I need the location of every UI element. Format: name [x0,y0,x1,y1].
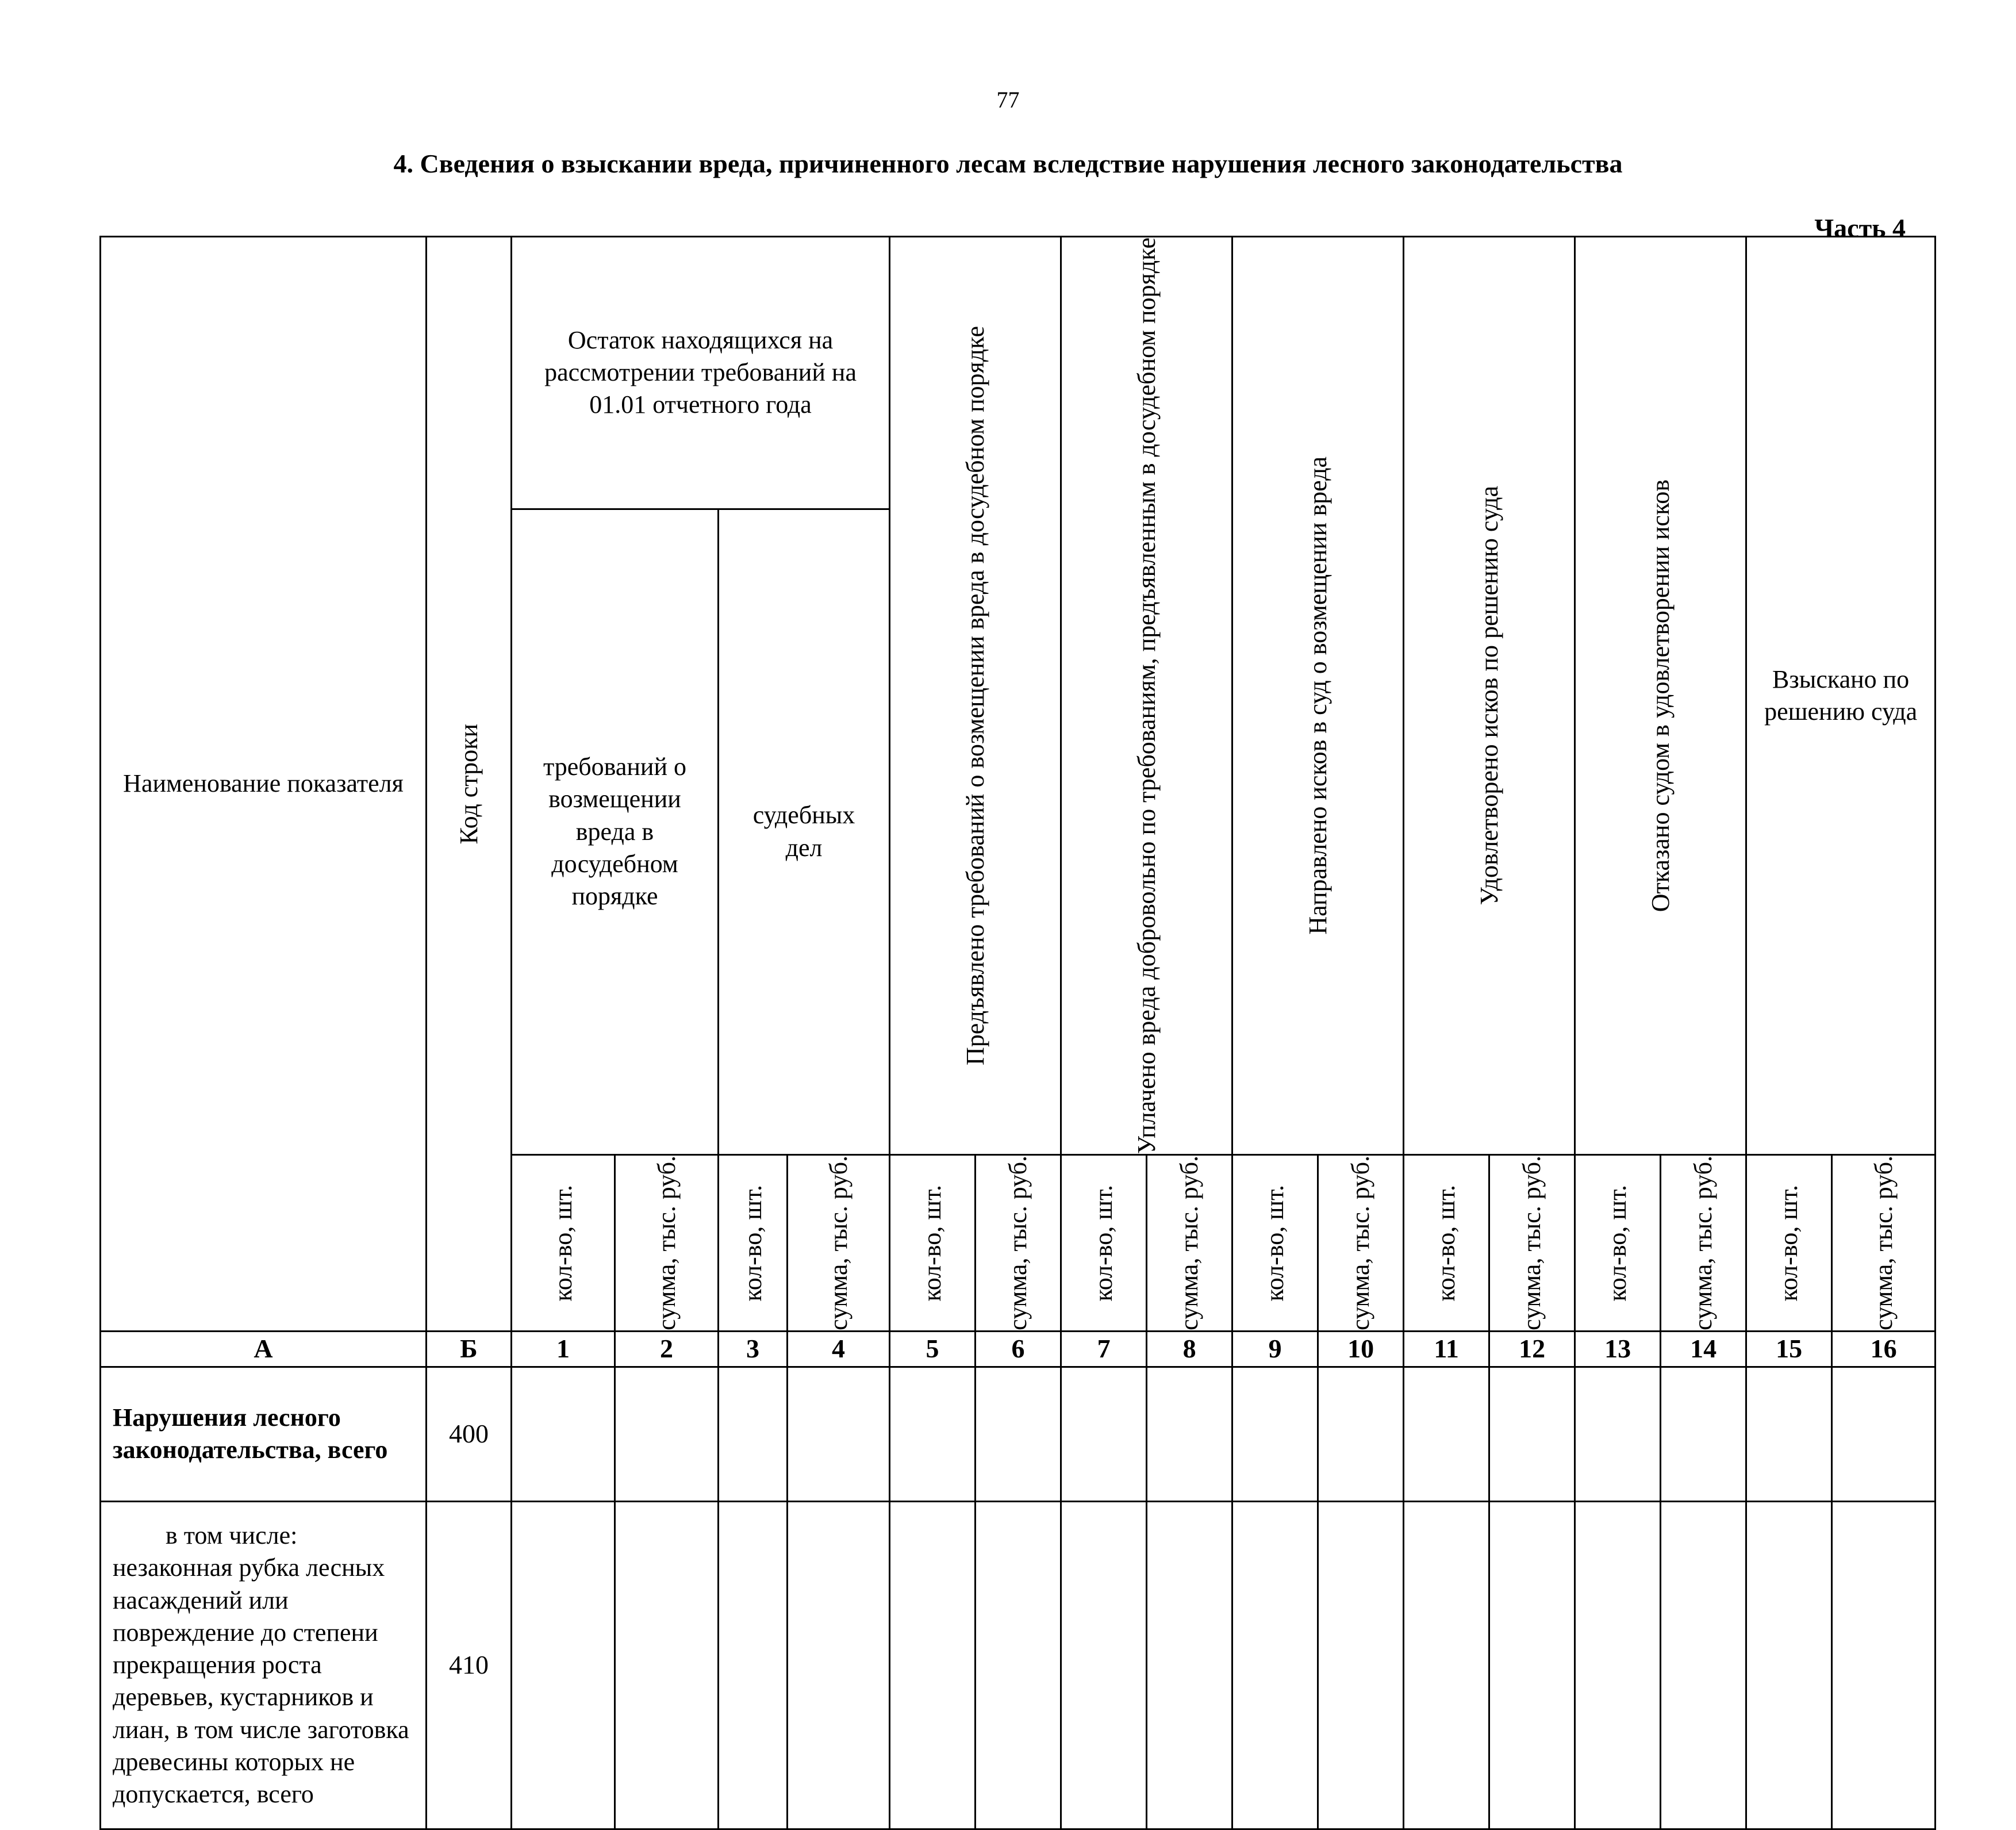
header-paid-voluntarily [1061,237,1232,1155]
section-title: 4. Сведения о взыскании вреда, причиненного лесам вследствие нарушения лесного законодательства [393,149,1623,178]
header-remainder-group: Остаток находящихся на рассмотрении требований на 01.01 отчетного года [512,237,890,509]
data-cell [1147,1367,1232,1501]
data-cell [615,1367,719,1501]
column-number: 16 [1832,1331,1936,1367]
column-number: Б [427,1331,512,1367]
column-number: 14 [1661,1331,1746,1367]
data-cell [1232,1501,1318,1829]
column-number: 3 [719,1331,788,1367]
header-qty-text: кол-во, шт. [1432,1184,1461,1302]
header-lawsuits-sent [1232,237,1404,1155]
column-number: 10 [1318,1331,1404,1367]
column-number: 5 [890,1331,976,1367]
header-sum-8 [1147,1155,1232,1332]
header-sum-text: сумма, тыс. руб. [1346,1156,1375,1330]
data-cell [1061,1501,1147,1829]
data-cell [976,1501,1061,1829]
header-sum-4 [788,1155,890,1332]
header-qty-text: кол-во, шт. [1603,1184,1632,1302]
header-claims-presented [890,237,1061,1155]
header-qty-15 [1746,1155,1832,1332]
header-qty-7 [1061,1155,1147,1332]
data-cell [890,1367,976,1501]
header-lawsuits-sent-text: Направлено исков в суд о возмещении вреда [1303,456,1332,935]
header-qty-3 [719,1155,788,1332]
header-sum-text: сумма, тыс. руб. [824,1156,853,1330]
column-number: 2 [615,1331,719,1367]
header-sum-text: сумма, тыс. руб. [1518,1156,1546,1330]
column-number-row [101,1331,1936,1367]
header-qty-1 [512,1155,615,1332]
data-cell [1746,1367,1832,1501]
header-paid-voluntarily-text: Уплачено вреда добровольно по требованиям, предъявленным в досудебном порядке [1132,237,1161,1154]
header-sum-12 [1489,1155,1575,1332]
data-cell [1232,1367,1318,1501]
data-cell [512,1501,615,1829]
header-qty-text: кол-во, шт. [1775,1184,1803,1302]
header-qty-9 [1232,1155,1318,1332]
row-label-text: незаконная рубка лесных насаждений или повреждение до степени прекращения роста деревьев, кустарников и лиан, в том числе заготовка древесины которых не допускается, всего [113,1553,409,1809]
column-number: 13 [1575,1331,1661,1367]
column-number: 7 [1061,1331,1147,1367]
row-label-400: Нарушения лесного законодательства, всего [101,1367,427,1501]
data-cell [1318,1367,1404,1501]
data-cell [1661,1501,1746,1829]
header-qty-5 [890,1155,976,1332]
header-lawsuits-satisfied-text: Удовлетворено исков по решению суда [1474,486,1503,906]
column-number: А [101,1331,427,1367]
data-cell [1661,1367,1746,1501]
data-cell [1489,1367,1575,1501]
data-cell [719,1501,788,1829]
header-qty-11 [1404,1155,1489,1332]
header-sum-text: сумма, тыс. руб. [1869,1156,1898,1330]
column-number: 8 [1147,1331,1232,1367]
row-label-prefix: в том числе: [166,1521,298,1549]
data-cell [976,1367,1061,1501]
header-qty-13 [1575,1155,1661,1332]
data-cell [890,1501,976,1829]
data-cell [788,1367,890,1501]
data-cell [615,1501,719,1829]
data-cell [719,1367,788,1501]
data-cell [1832,1367,1936,1501]
header-sum-16 [1832,1155,1936,1332]
header-sum-6 [976,1155,1061,1332]
header-recovered: Взыскано по решению суда [1746,237,1936,1155]
header-code [427,237,512,1332]
header-sum-text: сумма, тыс. руб. [652,1156,681,1330]
header-qty-text: кол-во, шт. [1261,1184,1289,1302]
header-sum-10 [1318,1155,1404,1332]
row-code-400: 400 [427,1367,512,1501]
data-cell [1575,1367,1661,1501]
header-sum-14 [1661,1155,1746,1332]
data-cell [512,1367,615,1501]
row-label-410 [101,1501,427,1829]
header-remainder-cases: судебных дел [719,509,890,1155]
header-remainder-claims: требований о возмещении вреда в досудебном порядке [512,509,719,1155]
column-number: 11 [1404,1331,1489,1367]
data-cell [1404,1367,1489,1501]
header-lawsuits-refused-text: Отказано судом в удовлетворении исков [1646,479,1675,912]
header-sum-text: сумма, тыс. руб. [1689,1156,1718,1330]
column-number: 6 [976,1331,1061,1367]
column-number: 1 [512,1331,615,1367]
data-cell [1404,1501,1489,1829]
header-qty-text: кол-во, шт. [738,1184,767,1302]
data-cell [1061,1367,1147,1501]
header-sum-text: сумма, тыс. руб. [1004,1156,1032,1330]
header-lawsuits-refused [1575,237,1746,1155]
header-claims-presented-text: Предъявлено требований о возмещении вреда в досудебном порядке [961,326,989,1066]
header-name: Наименование показателя [101,237,427,1332]
column-number: 15 [1746,1331,1832,1367]
data-cell [1746,1501,1832,1829]
header-sum-2 [615,1155,719,1332]
data-cell [1147,1501,1232,1829]
data-cell [1575,1501,1661,1829]
table-row [101,1367,1936,1501]
data-cell [1832,1501,1936,1829]
column-number: 12 [1489,1331,1575,1367]
row-code-410: 410 [427,1501,512,1829]
header-qty-text: кол-во, шт. [1089,1184,1118,1302]
page-number: 77 [996,87,1020,113]
table-row [101,1501,1936,1829]
data-table [99,236,1936,1830]
data-cell [788,1501,890,1829]
data-cell [1318,1501,1404,1829]
header-sum-text: сумма, тыс. руб. [1175,1156,1204,1330]
header-code-text: Код строки [454,723,483,845]
header-qty-text: кол-во, шт. [548,1184,577,1302]
header-qty-text: кол-во, шт. [918,1184,947,1302]
data-cell [1489,1501,1575,1829]
part-label: Часть 4 [1814,213,1906,243]
column-number: 9 [1232,1331,1318,1367]
header-lawsuits-satisfied [1404,237,1575,1155]
column-number: 4 [788,1331,890,1367]
